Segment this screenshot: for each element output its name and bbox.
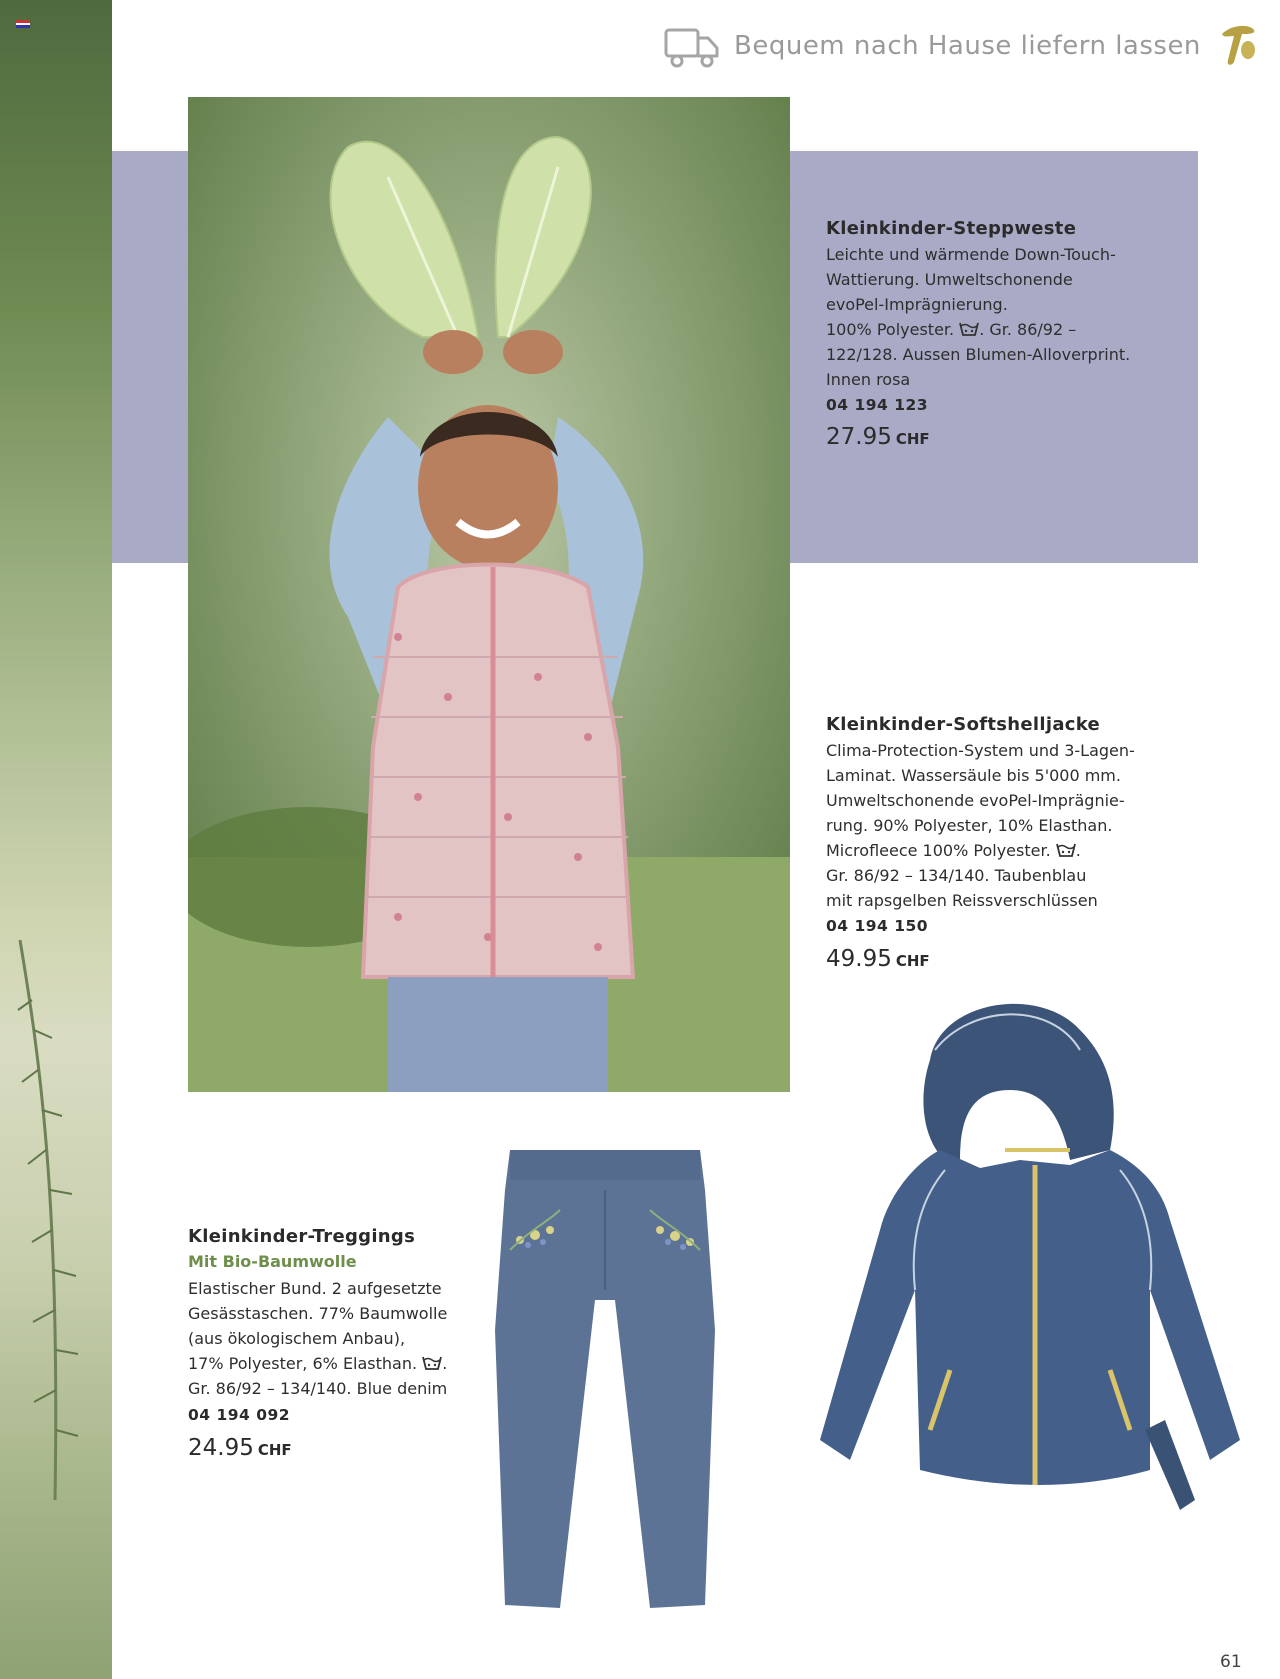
desc-line-text: 17% Polyester, 6% Elasthan. [188,1354,418,1373]
desc-line-suffix: . Gr. 86/92 – [979,320,1077,339]
softshell-jacket-image [820,990,1260,1520]
price-currency: CHF [895,952,930,970]
desc-line [826,838,1135,863]
price-currency: CHF [257,1441,292,1459]
product-title-steppweste: Kleinkinder-Steppweste [826,218,1077,239]
desc-line-text: Microfleece 100% Polyester. [826,841,1051,860]
desc-line-text: 100% Polyester. [826,320,955,339]
price-value: 49.95 [826,946,892,972]
desc-line: Innen rosa [826,370,911,389]
desc-line: evoPel-Imprägnierung. [826,295,1008,314]
lavender-panel-left [112,151,188,563]
desc-line-suffix: . [442,1354,448,1373]
flag-icon [16,20,30,28]
page-number: 61 [1220,1652,1242,1672]
washing-care-icon [1056,842,1076,858]
product-subtitle-treggings: Mit Bio-Baumwolle [188,1252,357,1271]
washing-care-icon [422,1355,442,1371]
product-desc-softshelljacke [826,738,1135,913]
price-steppweste [826,424,930,450]
desc-line: (aus ökologischem Anbau), [188,1329,406,1348]
article-number-steppweste: 04 194 123 [826,396,929,414]
desc-line: Wattierung. Umweltschonende [826,270,1073,289]
desc-line: Clima-Protection-System und 3-Lagen- [826,741,1135,760]
desc-line: Gr. 86/92 – 134/140. Blue denim [188,1379,448,1398]
desc-line [188,1351,447,1376]
treggings-image [490,1150,720,1610]
desc-line: Umweltschonende evoPel-Imprägnie- [826,791,1125,810]
price-treggings [188,1435,292,1461]
desc-line [826,317,1130,342]
child-vest-photo [188,97,790,1092]
desc-line-suffix: . [1075,841,1081,860]
product-desc-steppweste [826,242,1130,392]
delivery-header-text: Bequem nach Hause liefern lassen [734,31,1201,61]
product-title-softshelljacke: Kleinkinder-Softshelljacke [826,714,1101,735]
desc-line: 122/128. Aussen Blumen-Alloverprint. [826,345,1131,364]
washing-care-icon [959,321,979,337]
desc-line: rung. 90% Polyester, 10% Elasthan. [826,816,1113,835]
desc-line: Laminat. Wassersäule bis 5'000 mm. [826,766,1121,785]
desc-line: Gesässtaschen. 77% Baumwolle [188,1304,448,1323]
price-value: 27.95 [826,424,892,450]
product-desc-treggings [188,1276,447,1401]
desc-line: Elastischer Bund. 2 aufgesetzte [188,1279,442,1298]
desc-line: Leichte und wärmende Down-Touch- [826,245,1116,264]
article-number-softshelljacke: 04 194 150 [826,917,929,935]
desc-line: Gr. 86/92 – 134/140. Taubenblau [826,866,1087,885]
tchibo-logo-icon [1212,22,1258,66]
price-currency: CHF [895,430,930,448]
delivery-truck-icon [664,26,720,70]
product-title-treggings: Kleinkinder-Treggings [188,1226,416,1247]
left-photo-strip [0,0,112,1679]
desc-line: mit rapsgelben Reissverschlüssen [826,891,1098,910]
fern-plant-icon [10,940,100,1500]
article-number-treggings: 04 194 092 [188,1406,291,1424]
price-softshelljacke [826,946,930,972]
price-value: 24.95 [188,1435,254,1461]
